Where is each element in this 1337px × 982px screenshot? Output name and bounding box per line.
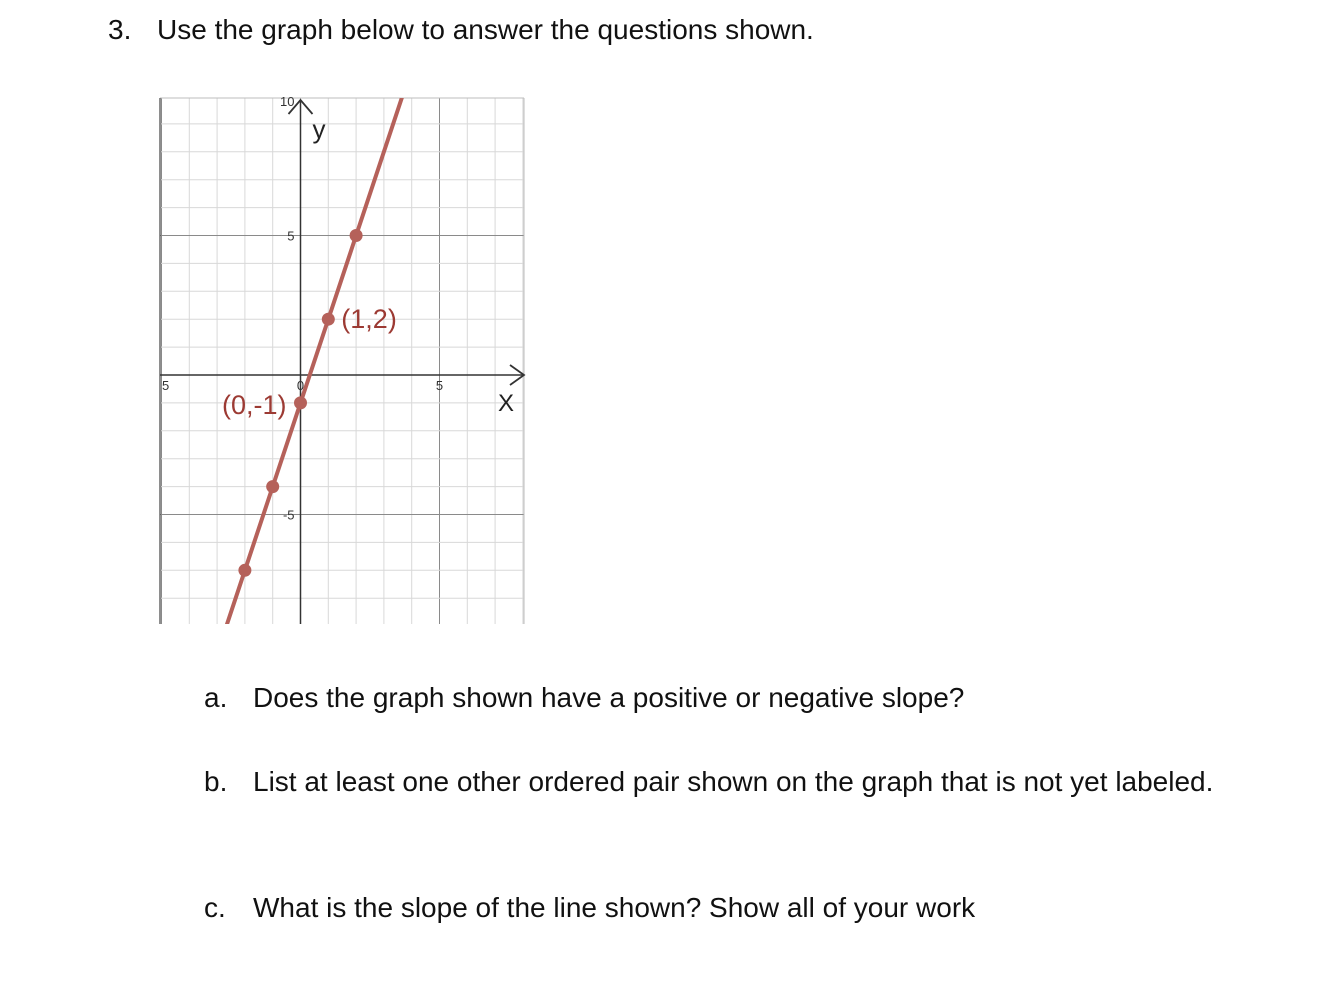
x-tick-label: 5 [162,378,170,393]
subquestion-c [204,892,1304,932]
subquestion-a [204,682,1304,722]
y-tick-label: 10 [280,94,295,109]
subquestion-a-text: Does the graph shown have a positive or negative slope? [253,682,965,713]
question-number: 3. [108,14,132,45]
x-tick-label: 0 [296,378,305,393]
x-tick-label: 5 [435,378,444,393]
y-tick-label: -5 [282,507,295,523]
graph-point [350,229,363,242]
y-axis-label: y [312,114,326,144]
subquestion-b [204,766,1324,806]
subquestion-b-letter: b. [204,766,228,797]
grid [160,98,524,624]
subquestion-a-letter: a. [204,682,228,713]
axes [160,94,524,624]
graph-point [238,564,251,577]
subquestion-c-text: What is the slope of the line shown? Show all of your work [253,892,976,923]
y-tick-label: 5 [287,228,295,244]
subquestion-b-text: List at least one other ordered pair shown on the graph that is not yet labeled. [253,766,1214,797]
graph-labels [222,114,514,420]
graph-point [266,480,279,493]
question-prompt: Use the graph below to answer the questions shown. [157,14,814,45]
graph-point [322,313,335,326]
point-label: (1,2) [341,304,397,335]
x-axis-label: X [498,390,515,417]
point-label: (0,-1) [221,389,287,420]
graph-point [294,396,307,409]
subquestion-c-letter: c. [204,892,226,923]
